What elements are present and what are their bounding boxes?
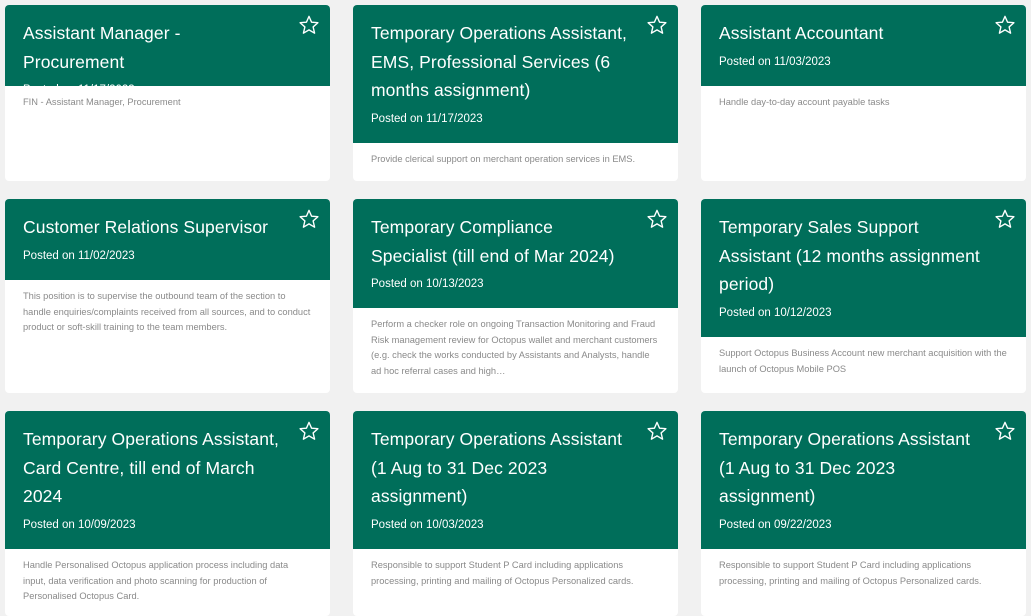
job-card[interactable] xyxy=(701,411,1026,616)
job-card[interactable] xyxy=(353,199,678,393)
job-card[interactable] xyxy=(5,199,330,393)
star-outline-icon[interactable] xyxy=(646,420,668,442)
star-outline-icon[interactable] xyxy=(994,420,1016,442)
job-card-header xyxy=(353,5,678,143)
posted-date: Posted on 10/13/2023 xyxy=(371,278,484,290)
job-title[interactable]: Temporary Operations Assistant (1 Aug to 31 Dec 2023 assignment) xyxy=(371,429,623,506)
job-description: FIN - Assistant Manager, Procurement xyxy=(23,97,181,107)
star-outline-icon[interactable] xyxy=(646,14,668,36)
job-title[interactable]: Assistant Manager - Procurement xyxy=(23,23,181,72)
job-card-header xyxy=(5,411,330,549)
job-title[interactable]: Temporary Operations Assistant, Card Centre, till end of March 2024 xyxy=(23,429,279,506)
posted-date: Posted on 11/02/2023 xyxy=(23,249,135,262)
star-outline-icon[interactable] xyxy=(298,208,320,230)
star-outline-icon[interactable] xyxy=(646,208,668,230)
job-title[interactable]: Temporary Compliance Specialist (till end of Mar 2024) xyxy=(371,217,615,266)
job-description: Provide clerical support on merchant operation services in EMS. xyxy=(371,154,636,164)
posted-date: Posted on 09/22/2023 xyxy=(719,518,832,531)
job-card-header xyxy=(353,411,678,549)
job-description: Perform a checker role on ongoing Transaction Monitoring and Fraud Risk management review for Octopus wallet and merchant customers (e.g. check the works conducted by Assistants and Analysts, handle ad hoc referral cases and high… xyxy=(371,319,658,376)
job-title[interactable]: Assistant Accountant xyxy=(719,23,884,43)
job-card[interactable] xyxy=(5,5,330,181)
job-card-header xyxy=(701,411,1026,549)
job-description: Support Octopus Business Account new merchant acquisition with the launch of Octopus Mobile POS xyxy=(719,348,1007,374)
job-title[interactable]: Temporary Operations Assistant, EMS, Professional Services (6 months assignment) xyxy=(371,23,627,100)
star-outline-icon[interactable] xyxy=(298,14,320,36)
star-outline-icon[interactable] xyxy=(298,420,320,442)
job-card-header xyxy=(701,199,1026,337)
job-description: Responsible to support Student P Card including applications processing, printing and mailing of Octopus Personalized cards. xyxy=(719,560,982,586)
job-card[interactable] xyxy=(701,199,1026,393)
job-title[interactable]: Customer Relations Supervisor xyxy=(23,217,269,237)
job-card[interactable] xyxy=(353,5,678,181)
job-card[interactable] xyxy=(5,411,330,616)
job-description: Handle day-to-day account payable tasks xyxy=(719,97,890,107)
star-outline-icon[interactable] xyxy=(994,208,1016,230)
job-description: This position is to supervise the outbound team of the section to handle enquiries/complaints received from all sources, and to conduct product or soft-skill training to the team members. xyxy=(23,291,311,332)
posted-date: Posted on 11/17/2023 xyxy=(23,84,135,96)
posted-date: Posted on 11/03/2023 xyxy=(719,55,831,68)
job-card[interactable] xyxy=(353,411,678,616)
job-description: Responsible to support Student P Card including applications processing, printing and mailing of Octopus Personalized cards. xyxy=(371,560,634,586)
job-card-header xyxy=(5,5,330,96)
job-description: Handle Personalised Octopus application process including data input, data verification and photo scanning for production of Personalised Octopus Card. xyxy=(23,560,289,601)
posted-date: Posted on 10/09/2023 xyxy=(23,518,136,531)
job-card-header xyxy=(353,199,678,308)
posted-date: Posted on 10/12/2023 xyxy=(719,306,832,319)
job-card-header xyxy=(5,199,330,280)
star-outline-icon[interactable] xyxy=(994,14,1016,36)
job-title[interactable]: Temporary Sales Support Assistant (12 months assignment period) xyxy=(719,217,980,294)
job-card-header xyxy=(701,5,1026,86)
job-title[interactable]: Temporary Operations Assistant (1 Aug to 31 Dec 2023 assignment) xyxy=(719,429,971,506)
posted-date: Posted on 11/17/2023 xyxy=(371,112,483,125)
job-card[interactable] xyxy=(701,5,1026,181)
posted-date: Posted on 10/03/2023 xyxy=(371,518,484,531)
